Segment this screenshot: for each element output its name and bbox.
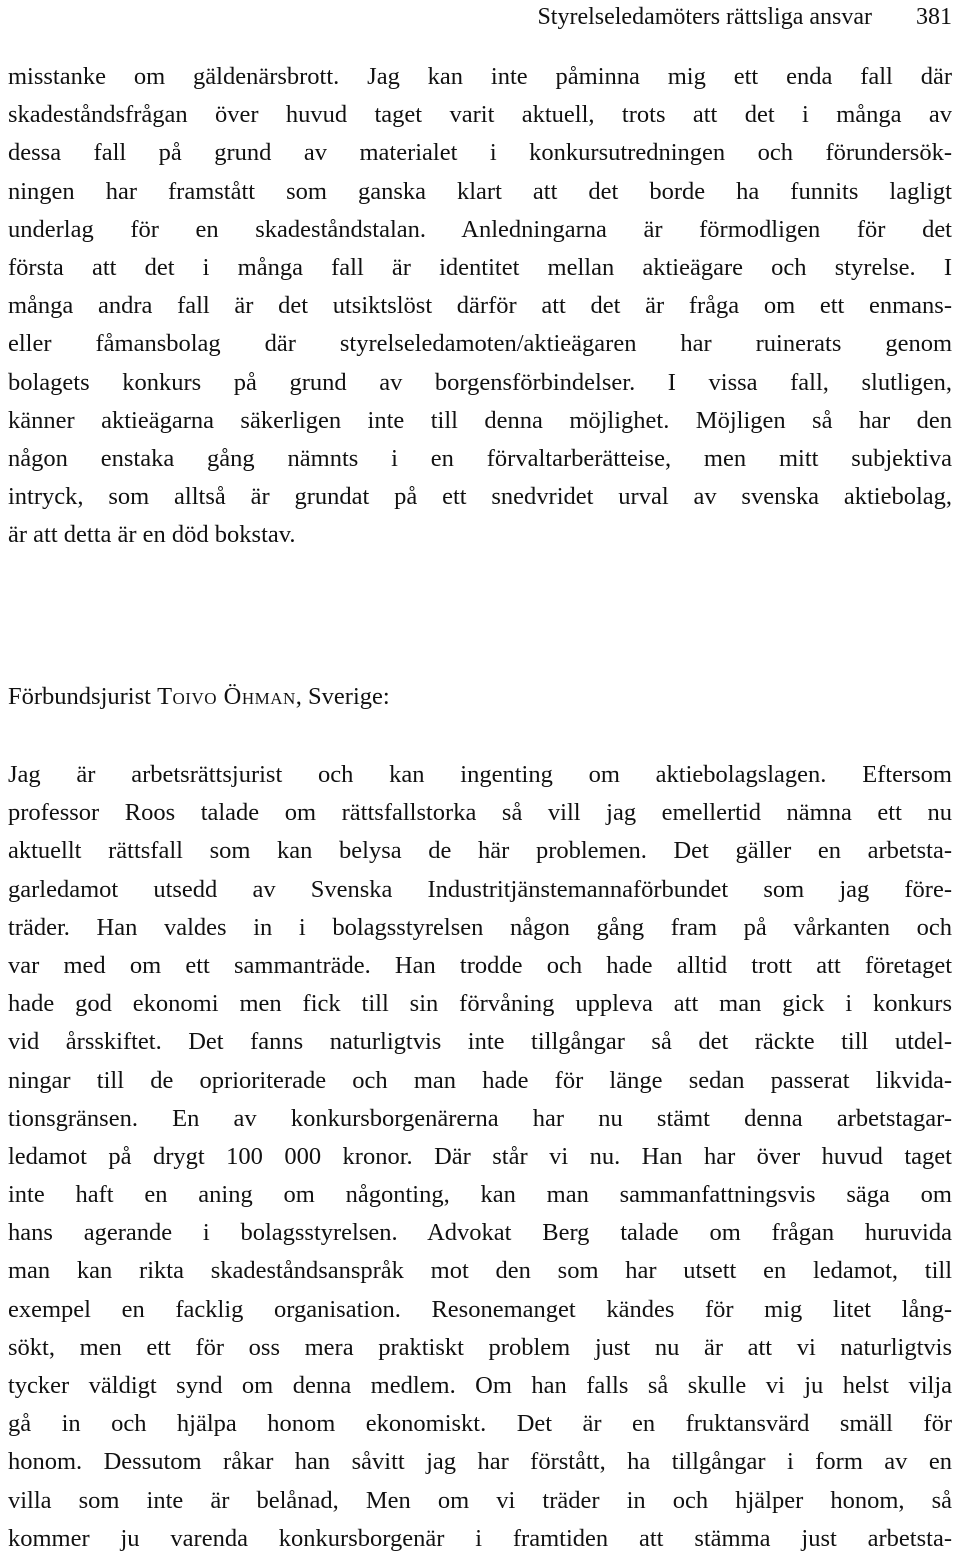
text-line: exempel en facklig organisation. Resonemanget kändes för mig litet lång-	[8, 1295, 952, 1323]
text-line: aktuellt rättsfall som kan belysa de här problemen. Det gäller en arbetsta-	[8, 837, 952, 865]
text-line: hans agerande i bolagsstyrelsen. Advokat Berg talade om frågan huruvida	[8, 1219, 952, 1247]
text-line: ningar till de oprioriterade och man hade för länge sedan passerat likvida-	[8, 1066, 952, 1094]
text-line: tycker väldigt synd om denna medlem. Om han falls så skulle vi ju helst vilja	[8, 1372, 952, 1399]
text-line: inte haft en aning om någonting, kan man sammanfattningsvis säga om	[8, 1181, 952, 1209]
text-line: gå in och hjälpa honom ekonomiskt. Det är en fruktansvärd smäll för	[8, 1410, 952, 1438]
text-line: misstanke om gäldenärsbrott. Jag kan inte påminna mig ett enda fall där	[8, 63, 952, 90]
paragraph-2	[8, 756, 952, 1558]
text-line: ningen har framstått som ganska klart att det borde ha funnits lagligt	[8, 177, 952, 205]
text-line: honom. Dessutom råkar han såvitt jag har förstått, ha tillgångar i form av en	[8, 1448, 952, 1476]
text-line: professor Roos talade om rättsfallstorka så vill jag emellertid nämna ett nu	[8, 799, 952, 827]
page-number: 381	[916, 4, 952, 30]
text-line: vid årsskiftet. Det fanns naturligtvis inte tillgångar så det räckte till utdel-	[8, 1028, 952, 1056]
text-line: intryck, som alltså är grundat på ett snedvridet urval av svenska aktiebolag,	[8, 483, 952, 511]
paragraph-1	[8, 58, 952, 554]
speaker-title: Förbundsjurist	[8, 683, 158, 710]
speaker-country: , Sverige:	[295, 683, 390, 710]
text-line: garledamot utsedd av Svenska Industritjänstemannaförbundet som jag före-	[8, 875, 952, 903]
speaker-name: Toivo Öhman	[157, 683, 296, 710]
text-line: tionsgränsen. En av konkursborgenärerna har nu stämt denna arbetstagar-	[8, 1104, 952, 1132]
text-line: bolagets konkurs på grund av borgensförbindelser. I vissa fall, slutligen,	[8, 368, 952, 396]
text-line: första att det i många fall är identitet mellan aktieägare och styrelse. I	[8, 253, 952, 281]
page-header	[0, 0, 960, 40]
text-line: många andra fall är det utsiktslöst därför att det är fråga om ett enmans-	[8, 292, 952, 320]
text-line: är att detta är en död bokstav.	[8, 521, 296, 549]
text-line: kommer ju varenda konkursborgenär i framtiden att stämma just arbetsta-	[8, 1524, 952, 1552]
running-title: Styrelseledamöters rättsliga ansvar	[537, 4, 872, 30]
text-line: dessa fall på grund av materialet i konkursutredningen och förundersök-	[8, 139, 952, 167]
text-line: träder. Han valdes in i bolagsstyrelsen någon gång fram på vårkanten och	[8, 913, 952, 941]
speaker-heading	[8, 680, 390, 714]
text-line: känner aktieägarna säkerligen inte till denna möjlighet. Möjligen så har den	[8, 406, 952, 434]
text-line: Jag är arbetsrättsjurist och kan ingenting om aktiebolagslagen. Eftersom	[8, 761, 952, 788]
text-line: hade god ekonomi men fick till sin förvåning uppleva att man gick i konkurs	[8, 990, 952, 1018]
text-line: var med om ett sammanträde. Han trodde och hade alltid trott att företaget	[8, 951, 952, 979]
text-line: ledamot på drygt 100 000 kronor. Där står vi nu. Han har över huvud taget	[8, 1142, 952, 1170]
text-line: sökt, men ett för oss mera praktiskt problem just nu är att vi naturligtvis	[8, 1333, 952, 1361]
text-line: skadeståndsfrågan över huvud taget varit aktuell, trots att det i många av	[8, 101, 952, 129]
text-line: eller fåmansbolag där styrelseledamoten/aktieägaren har ruinerats genom	[8, 330, 952, 358]
text-line: någon enstaka gång nämnts i en förvaltarberätteise, men mitt subjektiva	[8, 444, 952, 472]
text-line: man kan rikta skadeståndsanspråk mot den som har utsett en ledamot, till	[8, 1257, 952, 1285]
text-line: underlag för en skadeståndstalan. Anledningarna är förmodligen för det	[8, 215, 952, 243]
text-line: villa som inte är belånad, Men om vi träder in och hjälper honom, så	[8, 1486, 952, 1514]
